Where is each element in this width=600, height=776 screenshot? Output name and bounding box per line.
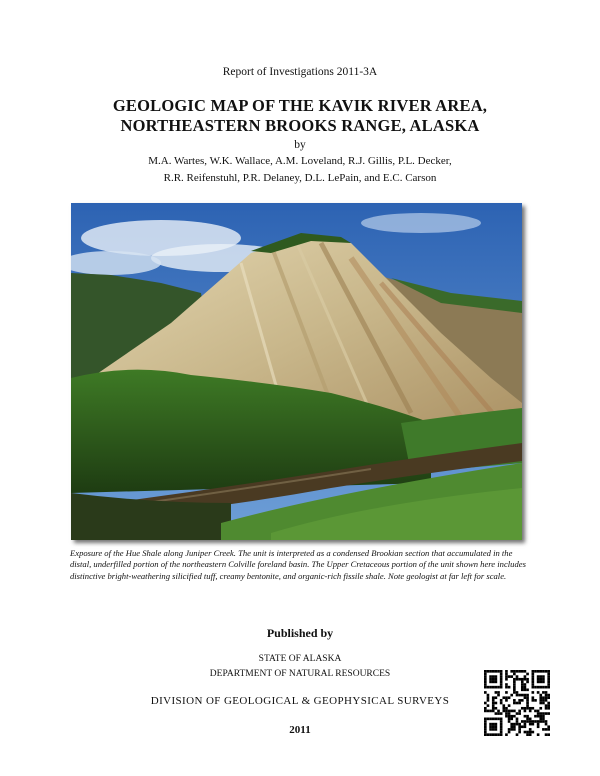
cover-photo (71, 203, 522, 540)
department-name: DEPARTMENT OF NATURAL RESOURCES (209, 669, 391, 679)
authors-line-1: M.A. Wartes, W.K. Wallace, A.M. Loveland, R.J. Gillis, P.L. Decker, (148, 155, 452, 167)
photo-caption: Exposure of the Hue Shale along Juniper Creek. The unit is interpreted as a condensed Brookian section that accumulated in the distal, underfilled portion of the northeastern Colville foreland basin. The Upper Cretaceous portion of the unit shown here includes distinctive bright-weathering silicified tuff, creamy bentonite, and organic-rich fissile shale. Note geologist at far left for scale. (70, 548, 526, 581)
state-name: STATE OF ALASKA (258, 654, 342, 664)
title-line-2: NORTHEASTERN BROOKS RANGE, ALASKA (120, 116, 480, 135)
report-series: Report of Investigations 2011-3A (222, 66, 378, 78)
division-name: DIVISION OF GEOLOGICAL & GEOPHYSICAL SURVEYS (150, 695, 450, 707)
published-by-label: Published by (266, 626, 334, 640)
authors-line-2: R.R. Reifenstuhl, P.R. Delaney, D.L. LePain, and E.C. Carson (163, 172, 437, 184)
title-line-1: GEOLOGIC MAP OF THE KAVIK RIVER AREA, (112, 96, 488, 115)
publication-year: 2011 (289, 724, 311, 736)
qr-code-icon[interactable] (484, 670, 550, 736)
by-label: by (294, 139, 306, 151)
outcrop-photo-illustration (71, 203, 522, 540)
